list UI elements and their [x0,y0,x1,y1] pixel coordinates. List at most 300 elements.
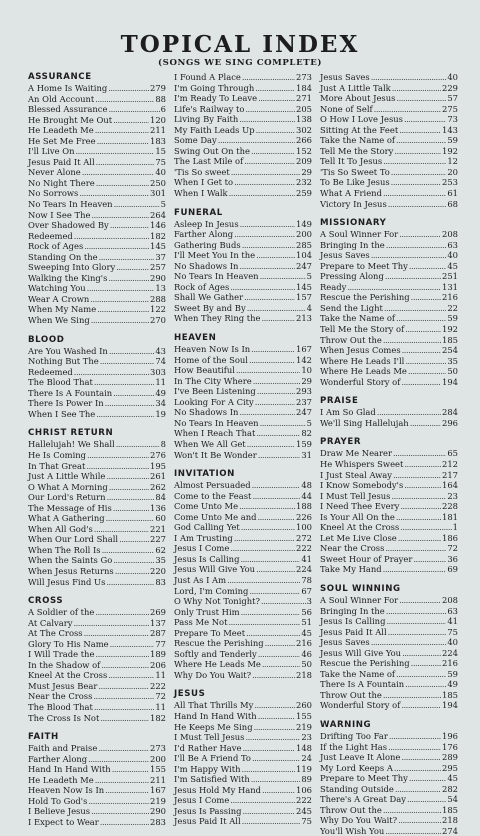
page-number: 182 [150,230,166,241]
page-number: 4 [306,302,312,313]
page-number: 37 [155,251,166,262]
dot-leader [242,764,295,775]
page-number: 159 [296,438,312,449]
dot-leader [115,566,149,577]
song-title: Rock of Ages [28,241,84,252]
song-title: I Am So Glad [320,407,376,418]
index-entry [320,83,458,94]
page-number: 8 [160,439,166,450]
song-title: Almost Persuaded [174,480,251,491]
dot-leader [234,533,295,544]
index-entry [28,577,166,588]
index-entry [174,816,312,827]
index-entry [174,522,312,533]
index-entry [174,271,312,282]
page-number: 261 [150,471,166,482]
index-entry [28,796,166,807]
dot-leader [260,271,306,282]
index-entry [28,691,166,702]
song-title: Jesus Saves [320,637,370,648]
page-number: 62 [155,544,166,555]
dot-leader [88,796,149,807]
page-number: 149 [296,218,312,229]
topic-heading: INVITATION [174,469,235,480]
index-entry [28,450,166,461]
page-number: 44 [301,490,312,501]
page-number: 122 [150,304,166,315]
song-title: Prepare To Meet [174,627,246,638]
index-entry [174,125,312,136]
song-title: When The Roll Is [28,544,101,555]
index-entry [320,104,458,115]
index-entry [320,763,458,774]
song-title: Jesus Is Calling [174,553,240,564]
dot-leader [399,229,441,240]
dot-leader [241,607,301,618]
dot-leader [391,491,446,502]
dot-leader [105,785,149,796]
page-number: 1 [452,522,458,533]
song-title: Prepare to Meet Thy [320,260,408,271]
page-number: 290 [150,272,166,283]
dot-leader [240,554,300,565]
dot-leader [234,177,295,188]
song-title: O What A Morning [28,481,108,492]
song-title: Heaven Now Is In [28,785,105,796]
dot-leader [113,503,149,514]
index-entry [28,639,166,650]
dot-leader [234,229,295,240]
song-title: Throw Out the [320,334,382,345]
index-entry [320,470,458,481]
page-number: 29 [301,375,312,386]
index-entry [320,282,458,293]
page-number: 63 [447,605,458,616]
dot-leader [95,125,149,136]
dot-leader [109,346,155,357]
song-title: Wonderful Story of [320,700,401,711]
dot-leader [227,575,300,586]
song-title: Sweet Hour of Prayer [320,553,413,564]
song-title: Why Do You Wait? [174,669,252,680]
page-number: 303 [150,366,166,377]
page-number: 185 [442,334,458,345]
page-number: 217 [442,469,458,480]
page-number: 120 [150,114,166,125]
index-entry [28,471,166,482]
index-entry [174,156,312,167]
topic-section [320,218,458,387]
song-title: Are You Washed In [28,345,108,356]
song-title: Come to the Feast [174,490,252,501]
song-title: How Beautiful [174,365,235,376]
page-number: 138 [296,114,312,125]
page-number: 301 [150,188,166,199]
topic-heading: BLOOD [28,334,65,345]
index-entry [174,774,312,785]
page-number: 288 [150,293,166,304]
song-title: No Tears In Heaven [174,417,259,428]
dot-leader [261,596,306,607]
page-number: 264 [150,209,166,220]
song-title: You'll Wish You [320,825,385,836]
page-number: 295 [442,762,458,773]
song-title: We'll Sing Hallelujah [320,417,409,428]
index-entry [28,743,166,754]
page-number: 73 [447,114,458,125]
dot-leader [79,188,149,199]
dot-leader [398,815,441,826]
dot-leader [251,344,295,355]
dot-leader [260,418,306,429]
song-title: He Keeps Me Sing [174,721,253,732]
dot-leader [240,219,295,230]
song-title: Hand In Hand With [174,710,257,721]
dot-leader [255,397,295,408]
song-title: There Is A Fountain [320,679,405,690]
song-title: Heaven Now Is In [174,344,251,355]
song-title: Blessed Assurance [28,104,108,115]
index-entry [174,313,312,324]
index-entry [320,459,458,470]
song-title: No Shadows In [174,407,239,418]
song-title: There Is A Fountain [28,387,113,398]
dot-leader [388,742,441,753]
song-title: Jesus Is Calling [320,616,386,627]
dot-leader [242,816,301,827]
topic-heading: WARNING [320,719,372,730]
song-title: Just As I Am [174,574,227,585]
dot-leader [84,628,149,639]
index-entry [320,418,458,429]
page-number: 19 [155,408,166,419]
index-entry [28,220,166,231]
dot-leader [383,335,441,346]
song-title: None of Self [320,103,373,114]
index-entry [174,93,312,104]
song-title: Rescue the Perishing [320,658,410,669]
song-title: Where He Leads Me [320,366,407,377]
dot-leader [218,135,295,146]
index-entry [320,93,458,104]
page-number: 222 [296,795,312,806]
dot-leader [88,754,149,765]
song-title: I Believe Jesus [28,806,91,817]
page-number: 228 [442,501,458,512]
page-number: 34 [155,398,166,409]
page-number: 219 [150,795,166,806]
song-title: Jesus Will Give You [320,647,402,658]
index-entry [174,240,312,251]
page-number: 157 [296,292,312,303]
page-number: 104 [296,250,312,261]
page-number: 227 [150,534,166,545]
index-entry [320,679,458,690]
index-entry [28,754,166,765]
index-column-3 [320,72,458,836]
song-title: Why Do You Wait? [320,815,398,826]
dot-leader [245,104,295,115]
song-title: Some Day [174,135,217,146]
index-entry [28,283,166,294]
song-title: Tell It To Jesus [320,156,383,167]
dot-leader [399,595,441,606]
index-entry [320,784,458,795]
song-title: In The City Where [174,375,252,386]
page-number: 200 [296,229,312,240]
dot-leader [383,156,446,167]
dot-leader [262,659,300,670]
dot-leader [91,806,149,817]
dot-leader [112,764,149,775]
page-number: 12 [447,156,458,167]
song-title: He Set Me Free [28,135,96,146]
dot-leader [239,261,295,272]
index-entry [174,722,312,733]
page-number: 75 [155,156,166,167]
index-entry [28,388,166,399]
page-number: 218 [296,669,312,680]
page-number: 11 [155,670,166,681]
song-title: Take the Name of [320,668,396,679]
page-number: 216 [296,638,312,649]
dot-leader [108,273,149,284]
page-number: 290 [150,806,166,817]
topic-section [28,72,166,326]
song-title: Standing Outside [320,783,394,794]
page-number: 84 [155,492,166,503]
index-entry [320,522,458,533]
index-entry [174,617,312,628]
song-title: Glory To His Name [28,638,109,649]
song-title: Shall We Gather [174,292,244,303]
index-entry [174,575,312,586]
song-title: He Is Coming [28,449,87,460]
index-entry [28,649,166,660]
page-number: 88 [155,93,166,104]
page-number: 35 [155,555,166,566]
index-entry [28,125,166,136]
song-title: In That Great [28,460,86,471]
song-title: He Whispers Sweet [320,458,404,469]
page-number: 57 [447,93,458,104]
song-title: Living By Faith [174,114,239,125]
dot-leader [383,805,441,816]
song-title: Bringing In the [320,605,385,616]
page-number: 143 [442,124,458,135]
song-title: I Found A Place [174,72,241,82]
dot-leader [90,294,149,305]
dot-leader [401,752,441,763]
page-number: 209 [296,156,312,167]
page-number: 155 [296,710,312,721]
dot-leader [384,303,446,314]
dot-leader [396,93,446,104]
index-entry [320,114,458,125]
dot-leader [74,231,149,242]
dot-leader [106,577,154,588]
page-number: 63 [447,239,458,250]
dot-leader [230,282,295,293]
dot-leader [249,355,295,366]
dot-leader [389,731,441,742]
page-number: 218 [442,815,458,826]
page-number: 74 [155,356,166,367]
index-entry [320,250,458,261]
song-title: Sweet By and By [174,302,246,313]
page-number: 232 [296,177,312,188]
page-number: 212 [442,458,458,469]
page-number: 184 [296,82,312,93]
page-number: 221 [150,523,166,534]
page-number: 260 [296,700,312,711]
song-title: Sweeping Into Glory [28,262,116,273]
dot-leader [388,199,447,210]
page-number: 262 [150,481,166,492]
song-title: Must Jesus Bear [28,680,98,691]
song-title: There's A Great Day [320,794,406,805]
topic-heading: HEAVEN [174,333,217,344]
index-entry [28,188,166,199]
page-number: 224 [442,647,458,658]
index-entry [28,492,166,503]
page-number: 273 [296,72,312,82]
index-entry [320,616,458,627]
page-number: 224 [296,564,312,575]
page-number: 192 [442,324,458,335]
index-entry [28,210,166,221]
page-number: 293 [296,386,312,397]
page-number: 60 [155,513,166,524]
song-title: Looking For A City [174,396,254,407]
index-entry [28,304,166,315]
dot-leader [251,774,301,785]
index-entry [174,450,312,461]
dot-leader [93,691,154,702]
dot-leader [91,210,149,221]
page-number: 142 [296,354,312,365]
page-number: 282 [442,783,458,794]
dot-leader [404,459,441,470]
page-number: 296 [442,417,458,428]
page-number: 56 [301,606,312,617]
index-entry [320,146,458,157]
index-entry [320,188,458,199]
index-entry [28,241,166,252]
dot-leader [242,240,295,251]
index-entry [28,252,166,263]
song-title: I Will Trade the [28,649,95,660]
song-title: Prepare to Meet Thy [320,773,408,784]
song-title: Throw Out the [320,804,382,815]
dot-leader [82,167,155,178]
dot-leader [395,784,441,795]
index-entry [174,177,312,188]
dot-leader [258,711,295,722]
topic-section [320,72,458,209]
dot-leader [396,313,446,324]
index-entry [320,313,458,324]
dot-leader [413,554,446,565]
dot-leader [256,428,300,439]
dot-leader [371,250,447,261]
index-entry [174,261,312,272]
index-entry [174,376,312,387]
song-title: Rock of Ages [174,281,230,292]
dot-leader [258,93,295,104]
dot-leader [383,188,446,199]
dot-leader [402,345,441,356]
index-entry [174,649,312,660]
dot-leader [100,713,149,724]
topic-section [320,396,458,428]
index-entry [174,795,312,806]
page-number: 270 [150,315,166,326]
index-entry [28,513,166,524]
topic-heading: PRAYER [320,437,362,448]
dot-leader [244,156,295,167]
page-number: 245 [296,805,312,816]
song-title: When the Saints Go [28,555,113,566]
index-entry [28,618,166,629]
page-number: 289 [442,752,458,763]
index-entry [28,178,166,189]
dot-leader [74,367,149,378]
page-number: 46 [301,648,312,659]
index-entry [320,240,458,251]
page-number: 40 [447,250,458,261]
index-entry [174,188,312,199]
dot-leader [258,649,301,660]
page-number: 259 [296,188,312,199]
dot-leader [108,670,154,681]
song-title: There Is Power In [28,398,104,409]
index-entry [174,250,312,261]
dot-leader [107,492,155,503]
dot-leader [98,681,149,692]
dot-leader [95,94,154,105]
page-number: 131 [442,281,458,292]
page-number: 194 [442,376,458,387]
dot-leader [95,775,149,786]
index-entry [320,356,458,367]
page-number: 136 [150,502,166,513]
page-number: 75 [447,626,458,637]
page-number: 23 [447,490,458,501]
song-title: Wonderful Story of [320,376,401,387]
index-entry [320,752,458,763]
dot-leader [114,199,160,210]
song-title: Jesus I Come [174,543,230,554]
dot-leader [258,450,301,461]
song-title: When We All Get [174,438,246,449]
dot-leader [394,763,441,774]
index-entry [28,785,166,796]
song-title: What A Gathering [28,513,105,524]
index-column-1 [28,72,166,827]
song-title: Swing Out On the [174,145,250,156]
song-title: Near the Cross [28,691,93,702]
page-number: 164 [442,480,458,491]
song-title: At Calvary [28,617,73,628]
page-number: 189 [150,649,166,660]
song-title: A Soul Winner For [320,594,399,605]
index-entry [174,543,312,554]
page-number: 279 [150,83,166,93]
dot-leader [110,639,155,650]
index-entry [174,501,312,512]
page-number: 106 [296,784,312,795]
